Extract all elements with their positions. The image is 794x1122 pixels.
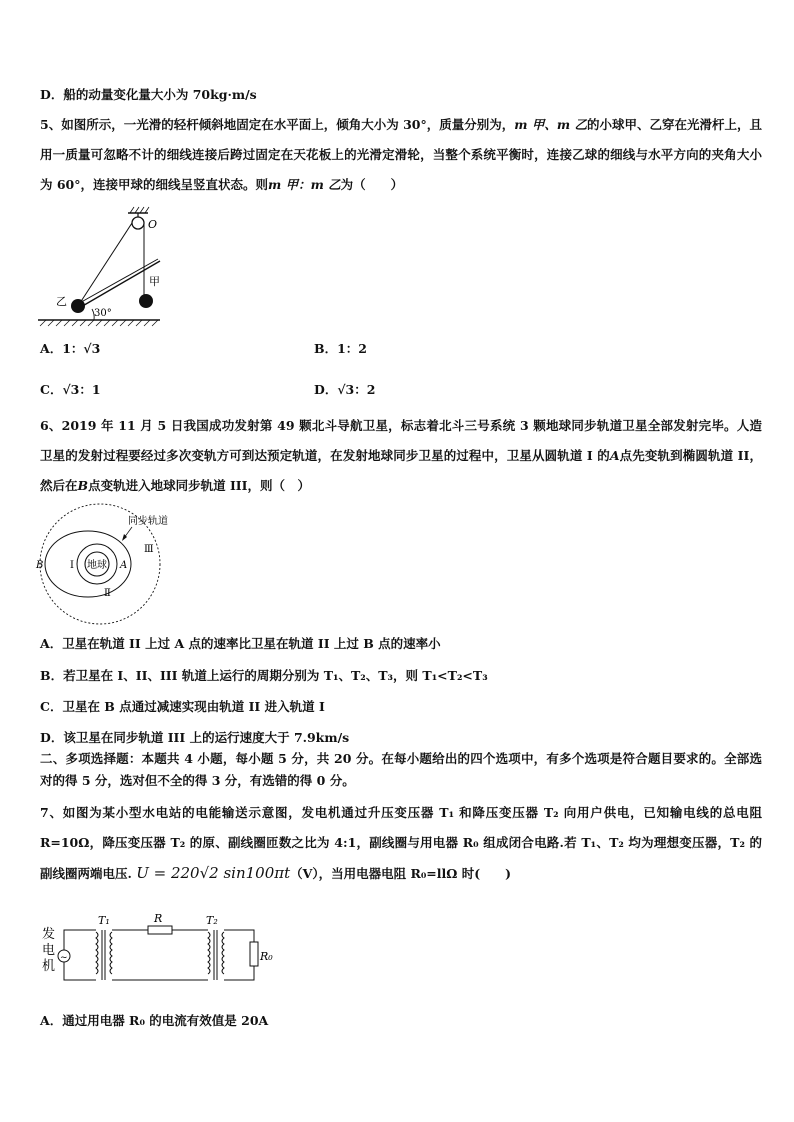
q7-label-r0: R₀ — [260, 950, 273, 963]
q6-stem-part1: 6、2019 年 11 月 5 日我国成功发射第 49 颗北斗导航卫星，标志着北斗三号系统 3 颗地球同步轨道卫星全部发射完毕。人造卫星的发射过程要经过多次变轨方可到达预定轨道，在发射地球同步卫星的过程中，卫星从圆轨道 I 的 — [40, 418, 762, 463]
q6-stem-part2: 点先变轨到椭圆轨道 II，然后在 — [40, 448, 762, 493]
q6-label-earth: 地球 — [87, 560, 107, 571]
q7-label-t2: T₂ — [206, 914, 218, 927]
q5-label-yi: 乙 — [56, 295, 67, 308]
q7-label-gen1: 发 — [42, 927, 56, 942]
q6-figure-orbits — [36, 512, 186, 624]
q5-label-angle: 30° — [94, 308, 112, 319]
q6-option-c: C．卫星在 B 点通过减速实现由轨道 II 进入轨道 I — [40, 699, 325, 714]
section2-instructions: 二、多项选择题：本题共 4 小题，每小题 5 分，共 20 分。在每小题给出的四个选项中，有多个选项是符合题目要求的。全部选对的得 5 分，选对但不全的得 3 分，有选错的得 0 分。 — [40, 751, 762, 788]
q7-label-r: R — [154, 912, 163, 925]
q7-formula: U = 220√2 sin100πt — [136, 864, 291, 882]
q5-label-jia: 甲 — [149, 275, 160, 288]
q7-label-gen3: 机 — [42, 959, 56, 974]
q5-label-o: O — [148, 218, 158, 231]
q5-mass-ratio: m 甲：m 乙 — [268, 177, 341, 192]
q5-stem — [40, 110, 762, 200]
q7-figure-circuit — [40, 910, 280, 985]
q5-figure-incline — [36, 205, 166, 325]
q6-label-sync: 同步轨道 — [128, 516, 168, 527]
q5-stem-part3: 为（ ） — [340, 177, 404, 192]
q5-stem-part1: 5、如图所示，一光滑的轻杆倾斜地固定在水平面上，倾角大小为 30°，质量分别为， — [40, 117, 515, 132]
q7-label-t1: T₁ — [98, 914, 110, 927]
q6-stem-part3: 点变轨进入地球同步轨道 III，则（ ） — [88, 478, 310, 493]
q5-ball-jia — [139, 294, 153, 308]
q5-mass-symbols: m 甲、m 乙 — [514, 117, 587, 132]
q6-label-b: B — [36, 560, 44, 571]
q6-point-b: B — [77, 478, 89, 493]
q5-option-d: D．√3：2 — [314, 382, 376, 397]
q7-option-a: A．通过用电器 R₀ 的电流有效值是 20A — [40, 1013, 269, 1028]
q5-ball-yi — [71, 299, 85, 313]
q7-stem-part1: 7、如图为某小型水电站的电能输送示意图，发电机通过升压变压器 T₁ 和降压变压器 T₂ 向用户供电，已知输电线的总电阻 R=10Ω，降压变压器 T₂ 的原、副线圈匝数之比为 4:1，副线圈与用电器 R₀ 组成闭合电路.若 T₁、T₂ 均为理想变压器，T₂ 的副线圈两端电压. — [40, 805, 762, 881]
q6-label-ii: Ⅱ — [104, 588, 111, 599]
q7-label-gen2: 电 — [42, 943, 56, 958]
q5-stem-part2: 的小球甲、乙穿在光滑杆上，且用一质量可忽略不计的细线连接后跨过固定在天花板上的光滑定滑轮，当整个系统平衡时，连接乙球的细线与水平方向的夹角大小为 60°，连接甲球的细线呈竖直状态。则 — [40, 117, 762, 192]
q6-label-iii: Ⅲ — [144, 544, 154, 555]
q4-option-d: D．船的动量变化量大小为 70kg·m/s — [40, 87, 257, 102]
q6-option-b: B．若卫星在 I、II、III 轨道上运行的周期分别为 T₁、T₂、T₃，则 T₁<T₂<T₃ — [40, 668, 488, 683]
q6-stem — [40, 411, 762, 501]
q6-option-a: A．卫星在轨道 II 上过 A 点的速率比卫星在轨道 II 上过 B 点的速率小 — [40, 636, 441, 651]
q6-label-a: A — [120, 560, 128, 571]
q6-label-i: I — [70, 560, 74, 571]
q7-label-tilde: ~ — [60, 953, 68, 963]
q7-stem-part2: （V），当用电器电阻 R₀=llΩ 时( ) — [290, 866, 512, 881]
q6-point-a: A — [609, 448, 620, 463]
q5-option-a: A．1：√3 — [40, 341, 101, 356]
q7-stem — [40, 798, 762, 889]
q6-option-d: D．该卫星在同步轨道 III 上的运行速度大于 7.9km/s — [40, 730, 350, 745]
q5-option-b: B．1：2 — [314, 341, 367, 356]
q5-option-c: C．√3：1 — [40, 382, 101, 397]
